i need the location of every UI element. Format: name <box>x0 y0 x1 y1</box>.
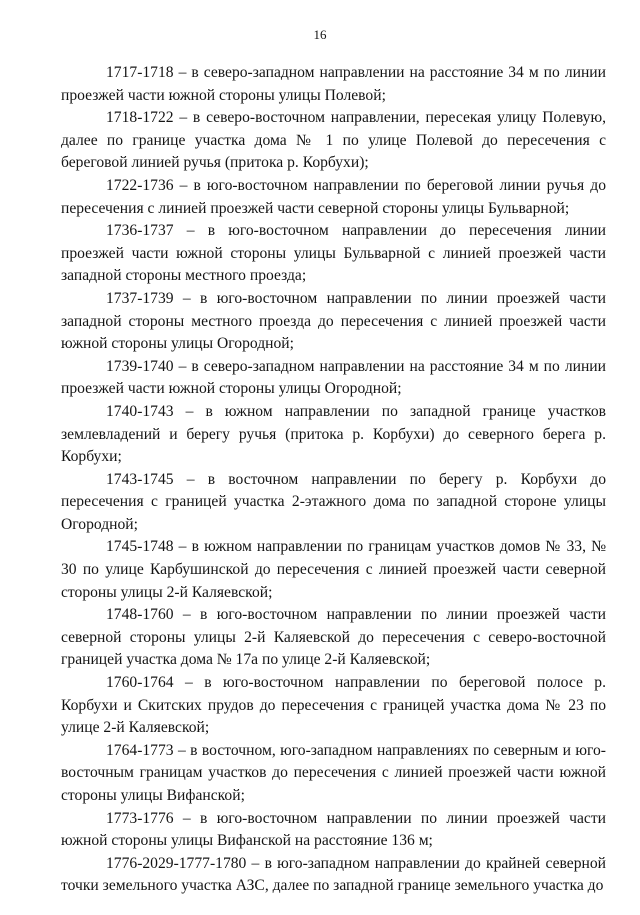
boundary-segment-paragraph: 1740-1743 – в южном направлении по западной границе участков землевладений и берегу ручья (притока р. Корбухи) до северного берега р. Корбухи; <box>61 402 606 466</box>
document-body <box>61 62 606 898</box>
boundary-segment-paragraph: 1773-1776 – в юго-восточном направлении по линии проезжей части южной стороны улицы Вифанской на расстояние 136 м; <box>61 809 606 850</box>
boundary-segment-paragraph: 1776-2029-1777-1780 – в юго-западном направлении до крайней северной точки земельного участка АЗС, далее по западной границе земельного участка до <box>61 854 606 895</box>
boundary-segment-paragraph: 1743-1745 – в восточном направлении по берегу р. Корбухи до пересечения с границей участка 2-этажного дома по западной стороне улицы Огородной; <box>61 470 606 533</box>
boundary-segment-paragraph: 1722-1736 – в юго-восточном направлении по береговой линии ручья до пересечения с линией проезжей части северной стороны улицы Бульварной; <box>61 176 606 217</box>
boundary-segment-paragraph: 1736-1737 – в юго-восточном направлении до пересечения линии проезжей части южной стороны улицы Бульварной с линией проезжей части западной стороны местного проезда; <box>61 222 606 285</box>
boundary-segment-paragraph: 1745-1748 – в южном направлении по границам участков домов № 33, № 30 по улице Карбушинской до пересечения с линией проезжей части северной стороны улицы 2-й Каляевской; <box>61 538 606 601</box>
boundary-segment-paragraph: 1737-1739 – в юго-восточном направлении по линии проезжей части западной стороны местного проезда до пересечения с линией проезжей части южной стороны улицы Огородной; <box>61 289 606 353</box>
boundary-segment-paragraph: 1764-1773 – в восточном, юго-западном направлениях по северным и юго-восточным границам участков до пересечения с линией проезжей части южной стороны улицы Вифанской; <box>61 741 606 804</box>
boundary-segment-paragraph: 1748-1760 – в юго-восточном направлении по линии проезжей части северной стороны улицы 2-й Каляевской до пересечения с северо-восточной границей участка дома № 17а по улице 2-й Каляевской; <box>61 606 606 669</box>
page-number: 16 <box>313 27 327 42</box>
boundary-segment-paragraph: 1760-1764 – в юго-восточном направлении по береговой полосе р. Корбухи и Скитских прудов до пересечения с границей участка дома № 23 по улице 2-й Каляевской; <box>61 674 606 737</box>
boundary-segment-paragraph: 1739-1740 – в северо-западном направлении на расстояние 34 м по линии проезжей части южной стороны улицы Огородной; <box>61 357 606 398</box>
boundary-segment-paragraph: 1717-1718 – в северо-западном направлении на расстояние 34 м по линии проезжей части южной стороны улицы Полевой; <box>61 64 606 104</box>
boundary-segment-paragraph: 1718-1722 – в северо-восточном направлении, пересекая улицу Полевую, далее по границе участка дома № 1 по улице Полевой до пересечения с береговой линией ручья (притока р. Корбухи); <box>61 109 606 172</box>
